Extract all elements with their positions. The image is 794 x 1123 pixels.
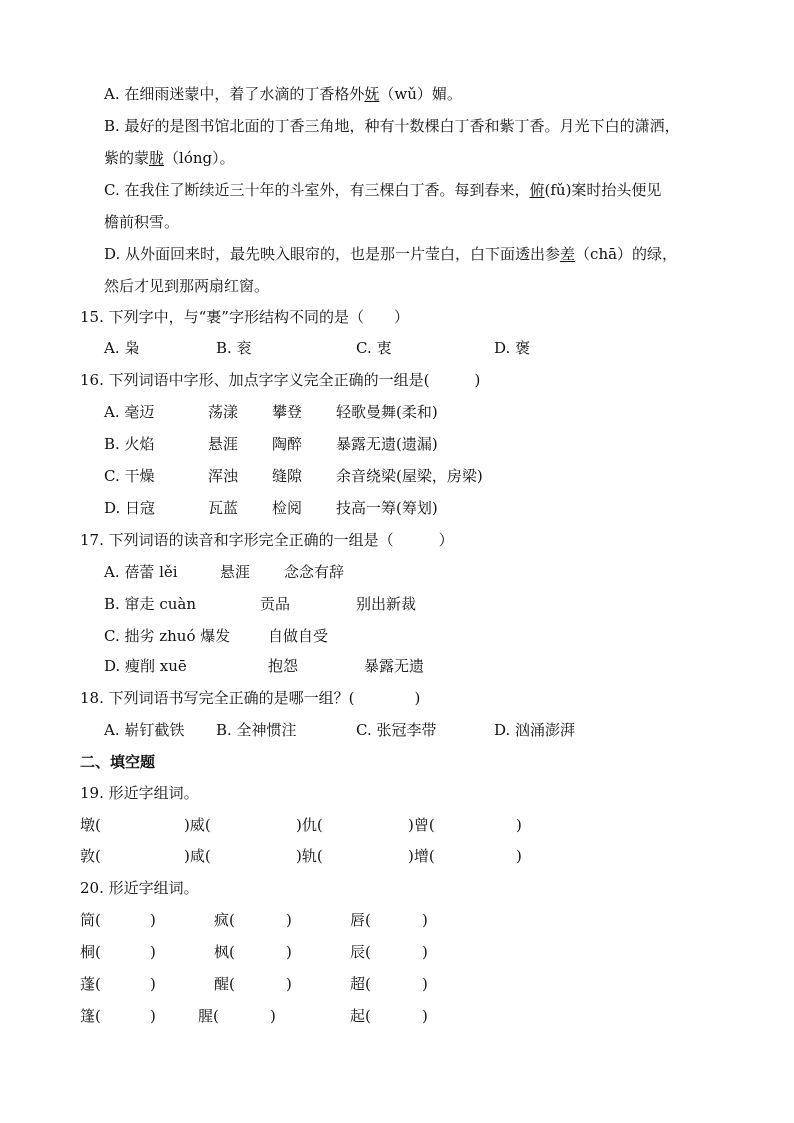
q17-d-word1: D. 瘦削 xuē — [104, 657, 187, 675]
q14-option-c-line1: C. 在我住了断续近三十年的斗室外，有三棵白丁香。每到春来，俯(fǔ)案时抬头便见 — [104, 181, 662, 199]
underlined-char: 俯 — [529, 181, 545, 199]
q14-option-b-line1: B. 最好的是图书馆北面的丁香三角地，种有十数棵白丁香和紫丁香。月光下白的潇洒， — [104, 117, 680, 135]
q16-stem: 16. 下列词语中字形、加点字字义完全正确的一组是( ) — [80, 371, 481, 389]
q18-option-d: D. 汹涌澎湃 — [494, 721, 576, 739]
q18-option-c: C. 张冠李带 — [356, 721, 437, 739]
q20-r1-c2: 疯( — [214, 911, 235, 929]
q15-option-b: B. 衮 — [216, 339, 252, 357]
q20-r4-c2-close: ) — [270, 1007, 276, 1025]
q14-option-a: A. 在细雨迷蒙中，着了水滴的丁香格外妩（wǔ）媚。 — [104, 85, 462, 103]
q20-r1-c1-close: ) — [150, 911, 156, 929]
q19-stem: 19. 形近字组词。 — [80, 784, 199, 802]
q17-b-word1: B. 窜走 cuàn — [104, 595, 196, 613]
q19-row1-item2: )威( — [184, 816, 211, 834]
q17-d-word3: 暴露无遗 — [364, 657, 425, 675]
q17-c-word2: 自做自受 — [268, 627, 329, 645]
q20-r3-c3: 超( — [350, 975, 371, 993]
q20-r1-c3-close: ) — [422, 911, 428, 929]
q20-r2-c3-close: ) — [422, 943, 428, 961]
q14-option-b-line2: 紫的蒙胧（lóng）。 — [104, 149, 235, 167]
q20-r3-c1: 蓬( — [80, 975, 101, 993]
q16-a-word2: 荡漾 — [208, 403, 239, 421]
q19-row2-item2: )咸( — [184, 847, 211, 865]
q16-a-word3: 攀登 — [272, 403, 303, 421]
underlined-char: 胧 — [149, 149, 165, 167]
q20-r2-c1: 桐( — [80, 943, 101, 961]
q20-r1-c3: 唇( — [350, 911, 371, 929]
q15-stem: 15. 下列字中，与“裹”字形结构不同的是（ ） — [80, 308, 409, 326]
q19-row2-item1: 敦( — [80, 847, 101, 865]
q16-d-word2: 瓦蓝 — [208, 499, 239, 517]
underlined-char: 差 — [560, 245, 576, 263]
q16-d-word1: D. 日寇 — [104, 499, 156, 517]
q17-a-word3: 念念有辞 — [284, 563, 345, 581]
q16-c-word1: C. 干燥 — [104, 467, 155, 485]
q17-stem: 17. 下列词语的读音和字形完全正确的一组是（ ） — [80, 531, 454, 549]
q17-c-word1: C. 拙劣 zhuó 爆发 — [104, 627, 231, 645]
q20-r4-c3-close: ) — [422, 1007, 428, 1025]
section-title: 二、填空题 — [80, 753, 156, 771]
q20-r3-c3-close: ) — [422, 975, 428, 993]
q20-r1-c2-close: ) — [286, 911, 292, 929]
q19-row2-item4: )增( — [408, 847, 435, 865]
q20-r2-c1-close: ) — [150, 943, 156, 961]
q17-a-word1: A. 蓓蕾 lěi — [104, 563, 178, 581]
q19-row1-close: ) — [516, 816, 522, 834]
q16-a-word4: 轻歌曼舞(柔和) — [336, 403, 438, 421]
q16-d-word4: 技高一筹(筹划) — [336, 499, 438, 517]
q20-r4-c2: 腥( — [198, 1007, 219, 1025]
q16-b-word4: 暴露无遗(遗漏) — [336, 435, 438, 453]
q20-r3-c2: 醒( — [214, 975, 235, 993]
q20-r4-c1: 篷( — [80, 1007, 101, 1025]
underlined-char: 妩 — [364, 85, 380, 103]
q19-row2-item3: )轨( — [296, 847, 323, 865]
q20-stem: 20. 形近字组词。 — [80, 879, 199, 897]
q15-option-d: D. 褒 — [494, 339, 531, 357]
q20-r4-c3: 起( — [350, 1007, 371, 1025]
q20-r1-c1: 筒( — [80, 911, 101, 929]
q20-r3-c1-close: ) — [150, 975, 156, 993]
q16-a-word1: A. 毫迈 — [104, 403, 155, 421]
q20-r2-c3: 辰( — [350, 943, 371, 961]
q18-option-b: B. 全神惯注 — [216, 721, 297, 739]
q16-b-word1: B. 火焰 — [104, 435, 155, 453]
q16-c-word4: 余音绕梁(屋梁，房梁) — [336, 467, 483, 485]
q20-r3-c2-close: ) — [286, 975, 292, 993]
q17-a-word2: 悬涯 — [220, 563, 251, 581]
q16-c-word3: 缝隙 — [272, 467, 303, 485]
q16-b-word2: 悬涯 — [208, 435, 239, 453]
q20-r2-c2: 枫( — [214, 943, 235, 961]
q17-d-word2: 抱怨 — [268, 657, 299, 675]
q14-option-d-line2: 然后才见到那两扇红窗。 — [104, 277, 270, 295]
q18-option-a: A. 崭钉截铁 — [104, 721, 185, 739]
q16-c-word2: 浑浊 — [208, 467, 239, 485]
q15-option-a: A. 枭 — [104, 339, 140, 357]
q14-option-c-line2: 檐前积雪。 — [104, 213, 180, 231]
q17-b-word3: 别出新裁 — [356, 595, 417, 613]
q20-r4-c1-close: ) — [150, 1007, 156, 1025]
q19-row1-item3: )仇( — [296, 816, 323, 834]
q17-b-word2: 贡品 — [260, 595, 291, 613]
q20-r2-c2-close: ) — [286, 943, 292, 961]
q18-stem: 18. 下列词语书写完全正确的是哪一组？( ) — [80, 689, 421, 707]
q19-row1-item1: 墩( — [80, 816, 101, 834]
q19-row1-item4: )曾( — [408, 816, 435, 834]
q14-option-d-line1: D. 从外面回来时，最先映入眼帘的，也是那一片莹白，白下面透出参差（chā）的绿， — [104, 245, 678, 263]
q16-d-word3: 检阅 — [272, 499, 303, 517]
q15-option-c: C. 衷 — [356, 339, 392, 357]
q19-row2-close: ) — [516, 847, 522, 865]
q16-b-word3: 陶醉 — [272, 435, 303, 453]
